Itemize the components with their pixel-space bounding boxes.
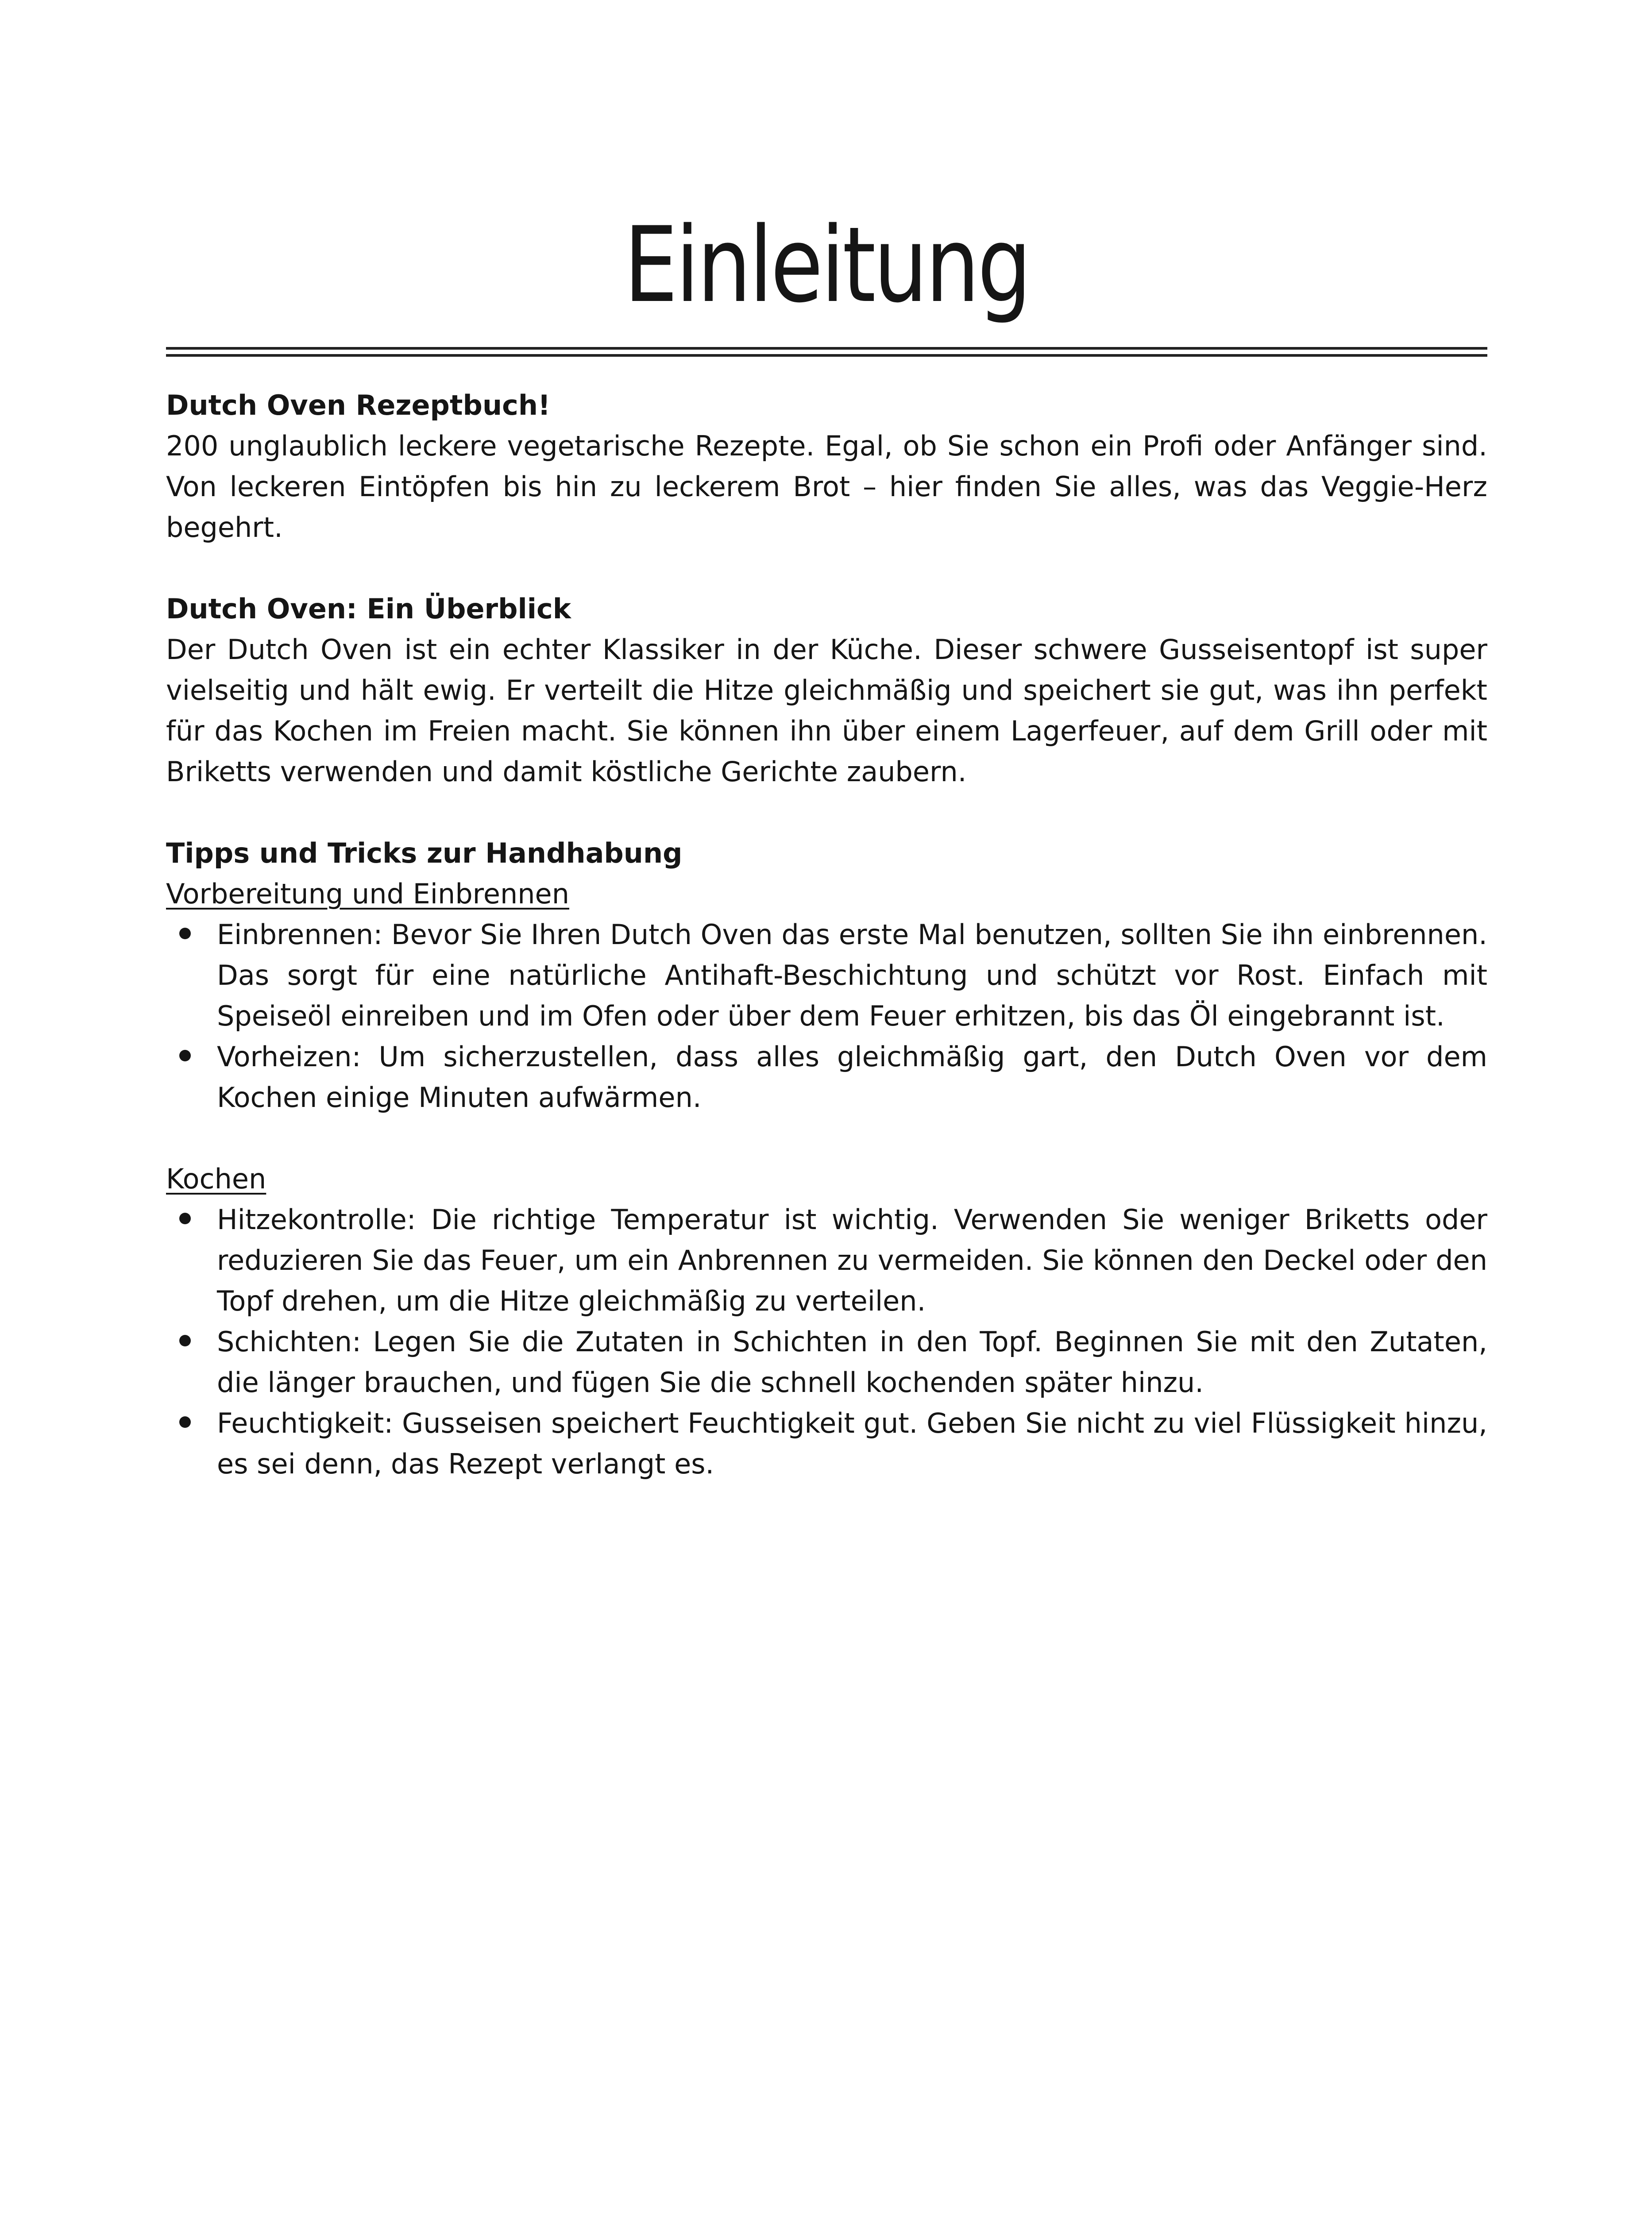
list-item-text: Feuchtigkeit: Gusseisen speichert Feuchtigkeit gut. Geben Sie nicht zu viel Flüssigkeit hinzu, es sei denn, das Rezept verlangt es.	[217, 1407, 1487, 1480]
preparation-subheading: Vorbereitung und Einbrennen	[166, 878, 569, 910]
overview-section	[166, 589, 1487, 792]
page-content	[166, 385, 1487, 1484]
title-divider-bottom	[166, 354, 1487, 357]
list-item	[166, 1037, 1487, 1118]
tips-heading: Tipps und Tricks zur Handhabung	[166, 837, 683, 869]
list-item-text: Einbrennen: Bevor Sie Ihren Dutch Oven das erste Mal benutzen, sollten Sie ihn einbrennen. Das sorgt für eine natürliche Antihaft-Beschichtung und schützt vor Rost. Einfach mit Speiseöl einreiben und im Ofen oder über dem Feuer erhitzen, bis das Öl eingebrannt ist.	[217, 918, 1487, 1032]
list-item-text: Schichten: Legen Sie die Zutaten in Schichten in den Topf. Beginnen Sie mit den Zutaten, die länger brauchen, und fügen Sie die schnell kochenden später hinzu.	[217, 1326, 1487, 1399]
list-item	[166, 1322, 1487, 1403]
cooking-list	[166, 1199, 1487, 1484]
overview-heading: Dutch Oven: Ein Überblick	[166, 593, 571, 625]
page-title: Einleitung	[624, 205, 1030, 326]
bullet-icon	[179, 1213, 191, 1224]
intro-text: 200 unglaublich leckere vegetarische Rezepte. Egal, ob Sie schon ein Profi oder Anfänger sind. Von leckeren Eintöpfen bis hin zu leckerem Brot – hier finden Sie alles, was das Veggie-Herz begehrt.	[166, 430, 1487, 544]
title-divider-top	[166, 347, 1487, 350]
list-item	[166, 1199, 1487, 1322]
spacer	[166, 548, 1487, 589]
tips-section	[166, 833, 1487, 1484]
list-item	[166, 914, 1487, 1037]
list-item	[166, 1403, 1487, 1484]
overview-text: Der Dutch Oven ist ein echter Klassiker in der Küche. Dieser schwere Gusseisentopf ist super vielseitig und hält ewig. Er verteilt die Hitze gleichmäßig und speichert sie gut, was ihn perfekt für das Kochen im Freien macht. Sie können ihn über einem Lagerfeuer, auf dem Grill oder mit Briketts verwenden und damit köstliche Gerichte zaubern.	[166, 633, 1487, 788]
intro-heading: Dutch Oven Rezeptbuch!	[166, 389, 551, 421]
list-item-text: Hitzekontrolle: Die richtige Temperatur ist wichtig. Verwenden Sie weniger Briketts oder reduzieren Sie das Feuer, um ein Anbrennen zu vermeiden. Sie können den Deckel oder den Topf drehen, um die Hitze gleichmäßig zu verteilen.	[217, 1203, 1487, 1317]
bullet-icon	[179, 928, 191, 939]
spacer	[166, 792, 1487, 833]
list-item-text: Vorheizen: Um sicherzustellen, dass alles gleichmäßig gart, den Dutch Oven vor dem Kochen einige Minuten aufwärmen.	[217, 1041, 1487, 1114]
cooking-subheading: Kochen	[166, 1163, 266, 1195]
spacer	[166, 1118, 1487, 1159]
bullet-icon	[179, 1050, 191, 1061]
bullet-icon	[179, 1416, 191, 1428]
preparation-list	[166, 914, 1487, 1118]
bullet-icon	[179, 1335, 191, 1346]
intro-section	[166, 385, 1487, 548]
